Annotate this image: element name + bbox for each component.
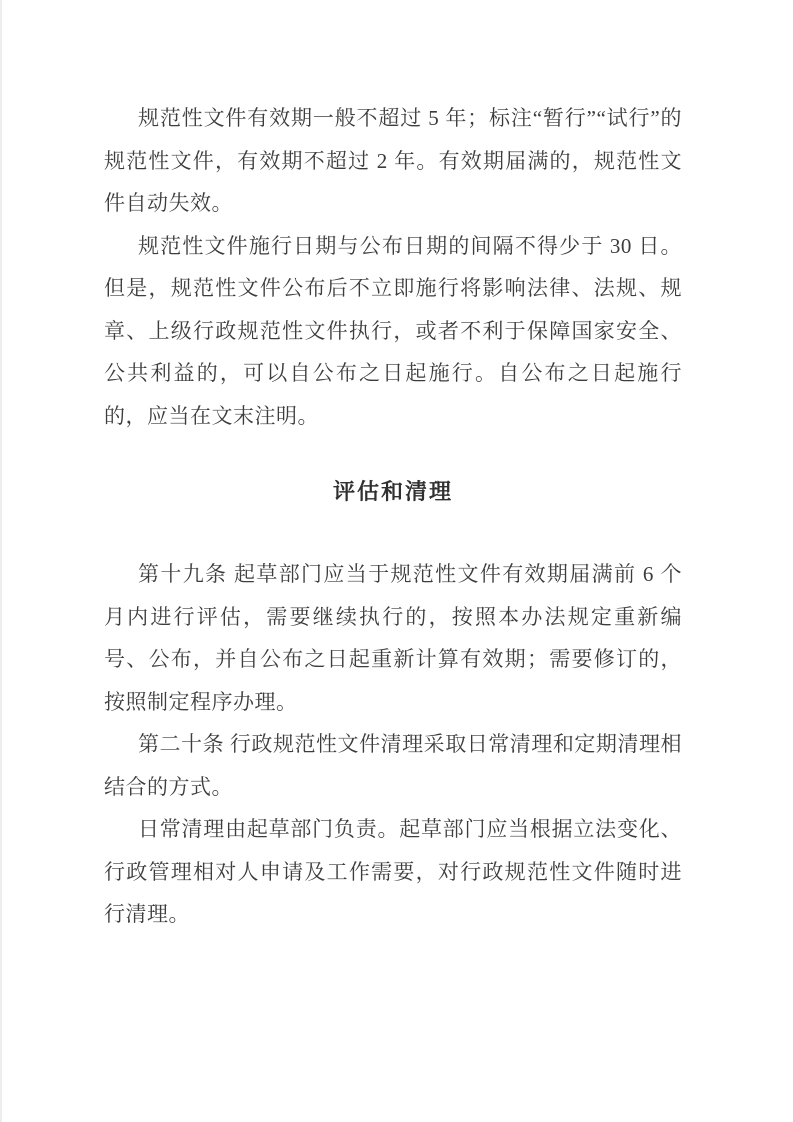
paragraph-validity-period: 规范性文件有效期一般不超过 5 年；标注“暂行”“试行”的规范性文件，有效期不超过 2 年。有效期届满的，规范性文件自动失效。 (104, 106, 682, 215)
paragraph-implementation-date: 规范性文件施行日期与公布日期的间隔不得少于 30 日。但是，规范性文件公布后不立即施行将影响法律、法规、规章、上级行政规范性文件执行，或者不利于保障国家安全、公共利益的，可以自公布之日起施行。自公布之日起施行的，应当在文末注明。 (104, 233, 682, 428)
document-content (104, 97, 682, 936)
paragraph-daily-cleanup: 日常清理由起草部门负责。起草部门应当根据立法变化、行政管理相对人申请及工作需要，对行政规范性文件随时进行清理。 (104, 817, 682, 926)
page-left-edge (0, 0, 2, 1122)
paragraph-article-19: 第十九条 起草部门应当于规范性文件有效期届满前 6 个月内进行评估，需要继续执行的，按照本办法规定重新编号、公布，并自公布之日起重新计算有效期；需要修订的，按照制定程序办理。 (104, 562, 682, 714)
paragraph-article-20: 第二十条 行政规范性文件清理采取日常清理和定期清理相结合的方式。 (104, 732, 682, 799)
section-heading: 评估和清理 (332, 479, 453, 504)
